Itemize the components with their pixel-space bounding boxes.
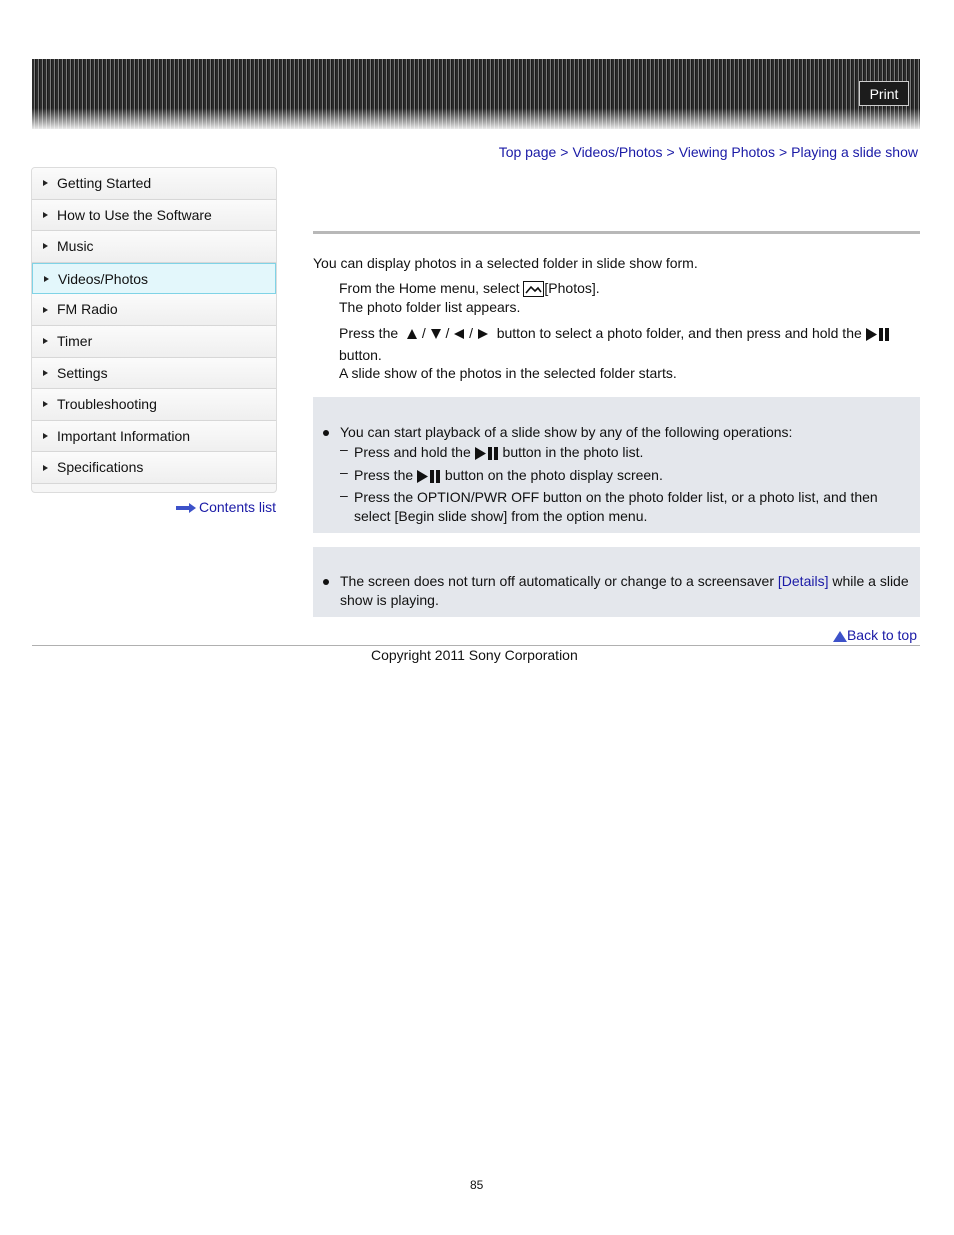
hint-sub-1-text-cont: button in the photo list. <box>502 444 644 460</box>
sidebar <box>31 167 277 493</box>
down-arrow-icon <box>430 328 442 340</box>
arrow-right-icon <box>43 433 48 439</box>
sidebar-item-timer[interactable] <box>32 326 276 358</box>
sidebar-item-label: How to Use the Software <box>57 206 212 223</box>
arrow-right-icon <box>43 180 48 186</box>
arrow-right-icon <box>43 370 48 376</box>
hint-sub-3: Press the OPTION/PWR OFF button on the photo folder list, or a photo list, and then <box>354 489 878 505</box>
breadcrumb-playing-slide-show[interactable]: Playing a slide show <box>791 144 918 160</box>
arrow-right-icon <box>176 503 196 513</box>
arrow-right-icon <box>43 307 48 313</box>
step-2-result: A slide show of the photos in the selected folder starts. <box>339 365 677 381</box>
note-box <box>313 547 920 617</box>
bullet-icon <box>323 579 329 585</box>
hint-sub-1-text: Press and hold the <box>354 444 471 460</box>
arrow-right-icon <box>44 276 49 282</box>
sidebar-item-label: Troubleshooting <box>57 396 157 413</box>
breadcrumb <box>499 144 918 160</box>
arrow-right-icon <box>43 465 48 471</box>
step-2-separator: / <box>421 325 426 341</box>
note-text-b: while a slide <box>832 573 909 589</box>
step-2-text: Press the <box>339 325 399 341</box>
intro-text: You can display photos in a selected folder in slide show form. <box>313 255 698 271</box>
title-divider <box>313 231 920 234</box>
dash-icon: – <box>340 441 348 457</box>
step-1-photos-label: [Photos]. <box>544 280 600 296</box>
hint-sub-2-text: Press the <box>354 467 414 483</box>
sidebar-item-how-to-use-software[interactable] <box>32 200 276 232</box>
header-banner <box>32 59 920 129</box>
sidebar-item-label: Important Information <box>57 427 191 444</box>
print-button[interactable]: Print <box>859 81 909 106</box>
sidebar-item-settings[interactable] <box>32 358 276 390</box>
sidebar-item-specifications[interactable] <box>32 452 276 484</box>
sidebar-item-fm-radio[interactable] <box>32 294 276 326</box>
note-text-a: The screen does not turn off automatically or change to a screensaver <box>340 573 774 589</box>
hint-text: You can start playback of a slide show by any of the following operations: <box>340 424 793 440</box>
step-2-text-cont: button to select a photo folder, and then press and hold the <box>496 325 862 341</box>
play-pause-icon <box>417 470 441 483</box>
left-arrow-icon <box>453 328 465 340</box>
dash-icon: – <box>340 464 348 480</box>
breadcrumb-separator: > <box>560 144 569 160</box>
hint-sub-2 <box>354 465 663 485</box>
hint-sub-1 <box>354 442 643 462</box>
step-1-text: From the Home menu, select <box>339 280 520 296</box>
step-1 <box>339 280 600 297</box>
arrow-right-icon <box>43 243 48 249</box>
hint-sub-2-text-cont: button on the photo display screen. <box>444 467 663 483</box>
up-arrow-icon <box>406 328 418 340</box>
sidebar-item-label: Settings <box>57 364 108 381</box>
arrow-right-icon <box>43 401 48 407</box>
sidebar-item-label: Specifications <box>57 459 144 476</box>
back-to-top-label: Back to top <box>846 627 917 643</box>
bullet-icon <box>323 430 329 436</box>
sidebar-item-videos-photos[interactable] <box>32 263 276 295</box>
hint-box <box>313 397 920 533</box>
footer-divider <box>32 645 920 646</box>
copyright-text: Copyright 2011 Sony Corporation <box>371 647 578 663</box>
breadcrumb-separator: > <box>666 144 675 160</box>
arrow-right-icon <box>43 212 48 218</box>
sidebar-item-label: Timer <box>57 332 93 349</box>
sidebar-item-important-information[interactable] <box>32 421 276 453</box>
step-2 <box>339 325 890 341</box>
page-number: 85 <box>470 1178 484 1192</box>
breadcrumb-viewing-photos[interactable]: Viewing Photos <box>678 144 775 160</box>
hint-sub-3-cont: select [Begin slide show] from the option menu. <box>354 508 648 524</box>
step-2-button-text: button. <box>339 347 382 363</box>
note-text-cont: show is playing. <box>340 592 439 608</box>
details-link[interactable]: [Details] <box>777 573 829 589</box>
sidebar-item-getting-started[interactable] <box>32 168 276 200</box>
contents-list-link[interactable] <box>176 499 276 515</box>
dash-icon: – <box>340 487 348 503</box>
sidebar-item-music[interactable] <box>32 231 276 263</box>
photos-icon <box>523 281 544 297</box>
play-pause-icon <box>475 447 499 460</box>
arrow-right-icon <box>43 338 48 344</box>
right-arrow-icon <box>477 328 489 340</box>
contents-list-label: Contents list <box>199 499 277 515</box>
step-2-separator: / <box>469 325 474 341</box>
up-triangle-icon <box>833 631 847 642</box>
step-1-result: The photo folder list appears. <box>339 299 521 315</box>
sidebar-item-label: Videos/Photos <box>58 270 149 287</box>
step-2-separator: / <box>445 325 450 341</box>
sidebar-item-troubleshooting[interactable] <box>32 389 276 421</box>
breadcrumb-separator: > <box>778 144 788 160</box>
play-pause-icon <box>866 328 890 341</box>
back-to-top-link[interactable] <box>833 627 917 643</box>
sidebar-item-label: FM Radio <box>57 301 118 318</box>
note-text <box>340 572 909 591</box>
sidebar-item-label: Music <box>57 238 94 255</box>
breadcrumb-top-page[interactable]: Top page <box>498 144 557 160</box>
sidebar-item-label: Getting Started <box>57 175 152 191</box>
breadcrumb-videos-photos[interactable]: Videos/Photos <box>572 144 663 160</box>
